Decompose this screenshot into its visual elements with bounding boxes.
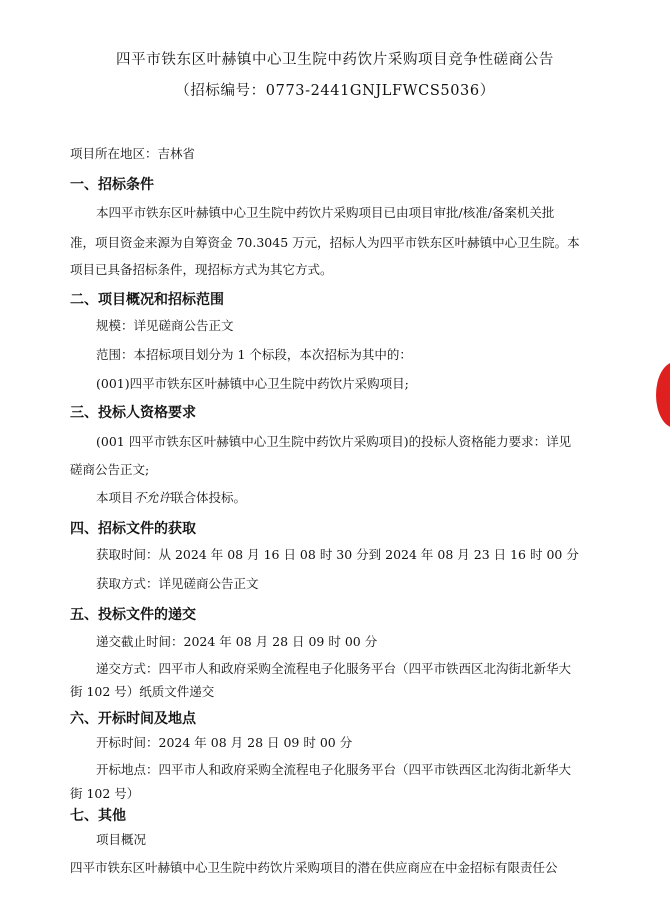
scale-line: 规模：详见磋商公告正文: [96, 318, 234, 333]
paragraph-line: 项目已具备招标条件，现招标方式为其它方式。: [70, 262, 333, 277]
paragraph-line: 四平市铁东区叶赫镇中心卫生院中药饮片采购项目的潜在供应商应在中金招标有限责任公: [70, 860, 558, 875]
project-region: 项目所在地区：吉林省: [70, 146, 196, 161]
submit-deadline: 递交截止时间：2024 年 08 月 28 日 09 时 00 分: [96, 634, 378, 649]
joint-bid-line: 本项目不允许联合体投标。: [96, 490, 247, 505]
obtain-time: 获取时间：从 2024 年 08 月 16 日 08 时 30 分到 2024 年 08 月 23 日 16 时 00 分: [96, 547, 579, 562]
lot-line: (001)四平市铁东区叶赫镇中心卫生院中药饮片采购项目;: [96, 376, 409, 391]
paragraph-line: 街 102 号）纸质文件递交: [70, 684, 215, 699]
tender-code: （招标编号：0773-2441GNJLFWCS5036）: [175, 83, 495, 99]
section-heading: 四、招标文件的获取: [70, 521, 196, 537]
section-heading: 七、其他: [70, 808, 126, 824]
overview-label: 项目概况: [96, 832, 147, 847]
section-heading: 三、投标人资格要求: [70, 405, 196, 421]
section-heading: 五、投标文件的递交: [70, 607, 196, 623]
section-heading: 二、项目概况和招标范围: [70, 292, 224, 308]
paragraph-line: (001 四平市铁东区叶赫镇中心卫生院中药饮片采购项目)的投标人资格能力要求：详见: [96, 434, 572, 449]
red-seal-edge: [656, 362, 670, 428]
paragraph-line: 磋商公告正文;: [70, 462, 150, 477]
section-heading: 一、招标条件: [70, 177, 154, 193]
paragraph-line: 准，项目资金来源为自筹资金 70.3045 万元，招标人为四平市铁东区叶赫镇中心卫生院。本: [70, 235, 580, 250]
notice-title: 四平市铁东区叶赫镇中心卫生院中药饮片采购项目竞争性磋商公告: [116, 52, 554, 68]
paragraph-line: 本四平市铁东区叶赫镇中心卫生院中药饮片采购项目已由项目审批/核准/备案机关批: [96, 205, 555, 220]
paragraph-line: 开标地点：四平市人和政府采购全流程电子化服务平台（四平市铁西区北沟街北新华大: [96, 762, 572, 777]
paragraph-line: 街 102 号）: [70, 786, 140, 801]
section-heading: 六、开标时间及地点: [70, 711, 196, 727]
obtain-method: 获取方式：详见磋商公告正文: [96, 576, 259, 591]
scope-line: 范围：本招标项目划分为 1 个标段，本次招标为其中的：: [96, 347, 412, 362]
opening-time: 开标时间：2024 年 08 月 28 日 09 时 00 分: [96, 735, 353, 750]
paragraph-line: 递交方式：四平市人和政府采购全流程电子化服务平台（四平市铁西区北沟街北新华大: [96, 661, 572, 676]
